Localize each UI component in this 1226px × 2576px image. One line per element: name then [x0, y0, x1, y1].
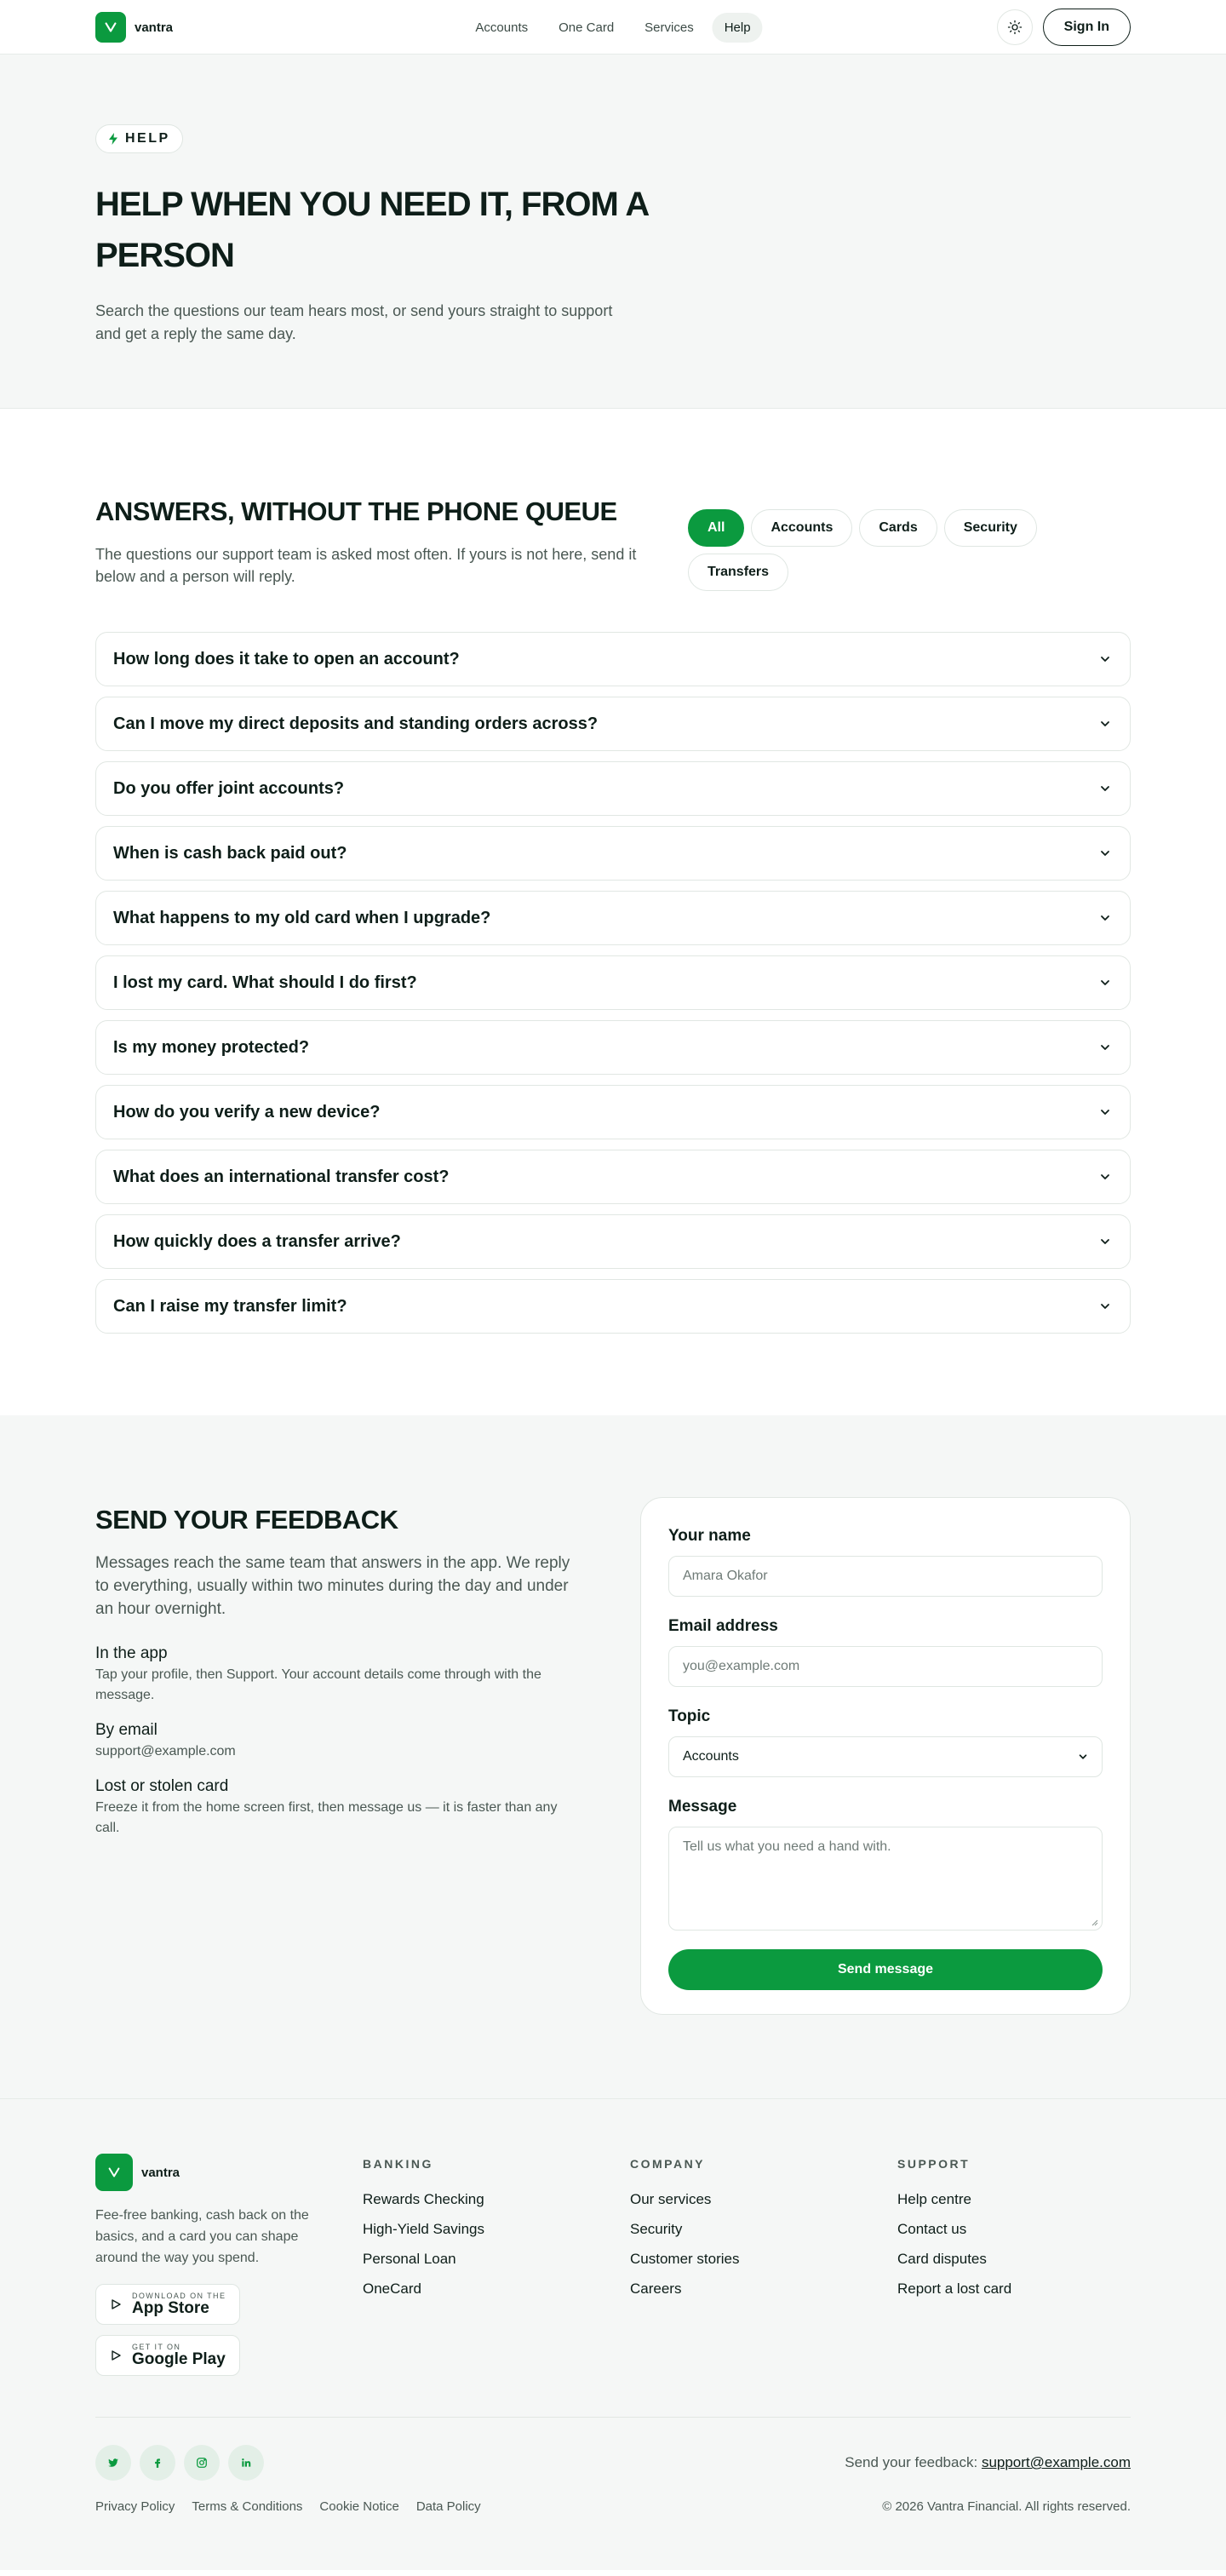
faq-item[interactable] [95, 891, 1131, 945]
footer-link[interactable]: Help centre [897, 2191, 971, 2207]
sun-icon [1007, 20, 1023, 35]
footer-link[interactable]: Customer stories [630, 2251, 740, 2267]
contact-text: Tap your profile, then Support. Your account details come through with the message. [95, 1667, 541, 1702]
topic-label: Topic [668, 1707, 711, 1725]
facebook-icon[interactable] [140, 2445, 175, 2481]
feedback-prefix: Send your feedback: [845, 2454, 978, 2470]
faq-question: How quickly does a transfer arrive? [113, 1231, 401, 1251]
bolt-icon [108, 133, 118, 145]
contact-title: In the app [95, 1644, 168, 1662]
brand-name: vantra [141, 2165, 180, 2180]
faq-item[interactable] [95, 761, 1131, 816]
faq-question: How do you verify a new device? [113, 1102, 381, 1122]
filter-chip-transfers[interactable]: Transfers [688, 554, 788, 591]
linkedin-icon[interactable] [228, 2445, 264, 2481]
faq-question: What happens to my old card when I upgrade? [113, 908, 491, 927]
social-links [95, 2445, 264, 2481]
chevron-down-icon [1099, 1041, 1111, 1053]
faq-question: I lost my card. What should I do first? [113, 972, 417, 992]
faq-question: Can I raise my transfer limit? [113, 1296, 347, 1316]
copyright: © 2026 Vantra Financial. All rights reserved. [882, 2499, 1131, 2514]
feedback-form [640, 1497, 1131, 2015]
cookie-notice-link[interactable]: Cookie Notice [319, 2499, 399, 2514]
brand-logo[interactable] [95, 12, 173, 43]
privacy-policy-link[interactable]: Privacy Policy [95, 2499, 175, 2514]
nav-item-services[interactable]: Services [645, 20, 694, 35]
chevron-down-icon [1099, 1236, 1111, 1248]
faq-question: What does an international transfer cost? [113, 1167, 450, 1186]
play-icon [110, 2298, 122, 2310]
footer-link[interactable]: Personal Loan [363, 2251, 456, 2267]
store-small-label: GET IT ON [132, 2343, 181, 2351]
faq-filters [688, 496, 1131, 591]
feedback-email-link[interactable]: support@example.com [981, 2454, 1131, 2470]
site-header [0, 0, 1226, 55]
faq-item[interactable] [95, 1020, 1131, 1075]
topic-select[interactable] [668, 1736, 1103, 1777]
google-play-button[interactable] [95, 2335, 240, 2376]
footer-column-title: BANKING [363, 2157, 433, 2171]
faq-item[interactable] [95, 632, 1131, 686]
vantra-logo-icon [95, 2154, 133, 2191]
main-nav [463, 13, 762, 43]
email-label: Email address [668, 1617, 778, 1635]
nav-item-one-card[interactable]: One Card [559, 20, 615, 35]
message-textarea[interactable] [668, 1827, 1103, 1931]
store-small-label: DOWNLOAD ON THE [132, 2292, 226, 2300]
chevron-down-icon [1099, 977, 1111, 989]
twitter-icon[interactable] [95, 2445, 131, 2481]
help-pill [95, 124, 183, 153]
topic-value: Accounts [683, 1749, 739, 1764]
chevron-down-icon [1099, 783, 1111, 795]
footer-link[interactable]: Report a lost card [897, 2281, 1012, 2297]
contact-text: Freeze it from the home screen first, then message us — it is faster than any call. [95, 1800, 558, 1835]
feedback-title: SEND YOUR FEEDBACK [95, 1505, 398, 1535]
play-icon [110, 2349, 122, 2361]
contact-title: By email [95, 1721, 158, 1739]
faq-subtitle: The questions our support team is asked most often. If yours is not here, send it below and a person will reply. [95, 546, 637, 585]
contact-lost-card [95, 1776, 581, 1839]
chevron-down-icon [1099, 653, 1111, 665]
footer-feedback [845, 2454, 1131, 2471]
faq-question: How long does it take to open an account? [113, 649, 460, 668]
instagram-icon[interactable] [184, 2445, 220, 2481]
contact-title: Lost or stolen card [95, 1777, 229, 1795]
faq-item[interactable] [95, 955, 1131, 1010]
chevron-down-icon [1099, 847, 1111, 859]
email-field[interactable]: you@example.com [668, 1646, 1103, 1687]
faq-list [95, 632, 1131, 1334]
app-store-button[interactable] [95, 2284, 240, 2325]
hero-subtitle: Search the questions our team hears most, or send yours straight to support and get a reply the same day. [95, 302, 613, 342]
filter-chip-cards[interactable]: Cards [859, 509, 937, 547]
nav-item-accounts[interactable]: Accounts [475, 20, 529, 35]
chevron-down-icon [1099, 1106, 1111, 1118]
send-message-button[interactable]: Send message [668, 1949, 1103, 1990]
chevron-down-icon [1099, 1171, 1111, 1183]
footer-column-banking [363, 2154, 630, 2376]
footer-link[interactable]: Careers [630, 2281, 682, 2297]
faq-question: When is cash back paid out? [113, 843, 347, 863]
faq-question: Is my money protected? [113, 1037, 310, 1057]
chevron-down-icon [1099, 1300, 1111, 1312]
faq-item[interactable] [95, 1150, 1131, 1204]
theme-toggle-button[interactable] [997, 9, 1033, 45]
faq-title: ANSWERS, WITHOUT THE PHONE QUEUE [95, 496, 617, 526]
name-label: Your name [668, 1527, 751, 1545]
contact-email-link[interactable]: support@example.com [95, 1744, 236, 1758]
brand-name: vantra [135, 20, 174, 35]
filter-chip-all[interactable]: All [688, 509, 744, 547]
footer-link[interactable]: Our services [630, 2191, 712, 2207]
legal-links [95, 2499, 481, 2514]
footer-column-support [897, 2154, 1131, 2376]
pill-label: HELP [125, 131, 170, 146]
footer-column-company [630, 2154, 897, 2376]
message-label: Message [668, 1798, 737, 1816]
footer-link[interactable]: Rewards Checking [363, 2191, 484, 2207]
nav-item-help[interactable]: Help [713, 13, 763, 43]
faq-question: Can I move my direct deposits and standing orders across? [113, 714, 599, 733]
footer-link[interactable]: Security [630, 2221, 683, 2237]
footer-link[interactable]: OneCard [363, 2281, 421, 2297]
terms-link[interactable]: Terms & Conditions [192, 2499, 303, 2514]
sign-in-button[interactable]: Sign In [1043, 9, 1131, 46]
chevron-down-icon [1078, 1752, 1088, 1762]
name-field[interactable]: Amara Okafor [668, 1556, 1103, 1597]
footer-link[interactable]: Card disputes [897, 2251, 987, 2267]
faq-item[interactable] [95, 1085, 1131, 1139]
filter-chip-security[interactable]: Security [944, 509, 1037, 547]
feedback-subtitle: Messages reach the same team that answers in the app. We reply to everything, usually within two minutes during the day and under an hour overnight. [95, 1554, 570, 1618]
footer-description: Fee-free banking, cash back on the basics, and a card you can shape around the way you spend. [95, 2208, 309, 2265]
footer-column-title: COMPANY [630, 2157, 706, 2171]
hero-section [0, 55, 1226, 409]
site-footer [0, 2099, 1226, 2570]
store-name: App Store [132, 2299, 209, 2317]
chevron-down-icon [1099, 718, 1111, 730]
faq-item[interactable] [95, 697, 1131, 751]
vantra-logo-icon [95, 12, 126, 43]
footer-brand-logo[interactable] [95, 2154, 363, 2191]
faq-item[interactable] [95, 1214, 1131, 1269]
faq-item[interactable] [95, 826, 1131, 881]
message-placeholder: Tell us what you need a hand with. [683, 1839, 891, 1854]
chevron-down-icon [1099, 912, 1111, 924]
contact-email [95, 1719, 581, 1762]
data-policy-link[interactable]: Data Policy [415, 2499, 481, 2514]
faq-item[interactable] [95, 1279, 1131, 1334]
store-name: Google Play [132, 2350, 226, 2368]
resize-handle-icon[interactable] [1090, 1918, 1098, 1926]
feedback-section [0, 1415, 1226, 2099]
contact-in-app [95, 1643, 581, 1706]
footer-column-title: SUPPORT [897, 2157, 971, 2171]
page-title: HELP WHEN YOU NEED IT, FROM A PERSON [95, 186, 648, 274]
faq-question: Do you offer joint accounts? [113, 778, 345, 798]
footer-link[interactable]: Contact us [897, 2221, 967, 2237]
footer-link[interactable]: High-Yield Savings [363, 2221, 484, 2237]
filter-chip-accounts[interactable]: Accounts [751, 509, 852, 547]
faq-section [0, 409, 1226, 1415]
